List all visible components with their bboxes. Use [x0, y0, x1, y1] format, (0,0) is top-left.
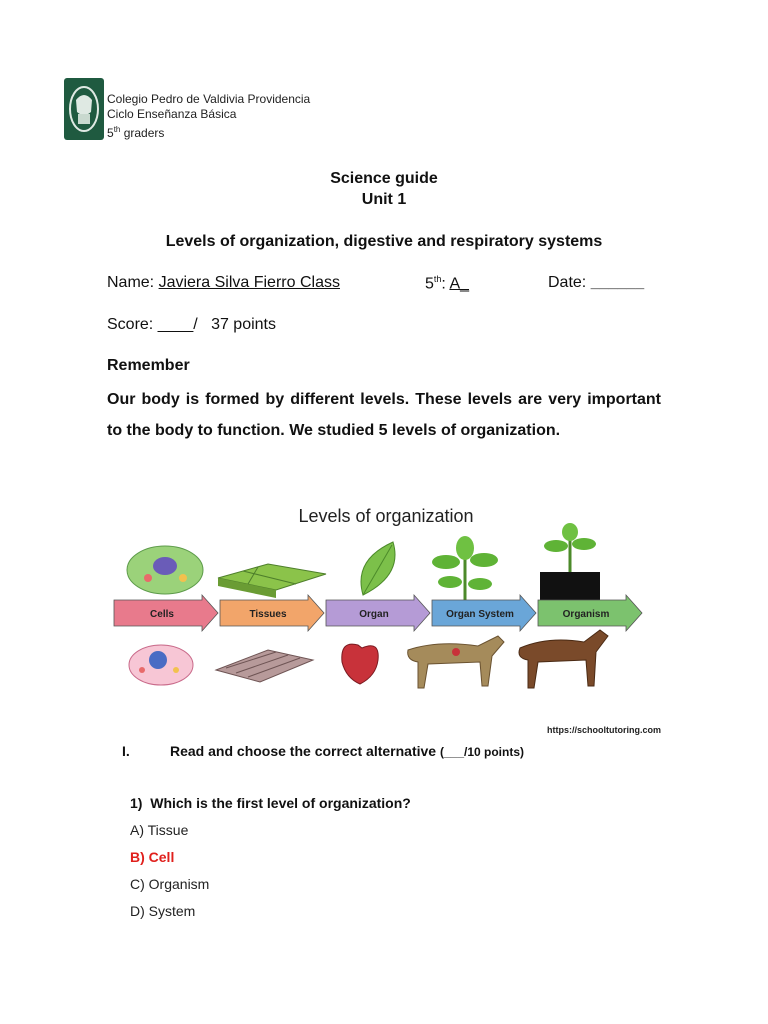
school-name: Colegio Pedro de Valdivia Providencia [107, 92, 311, 106]
class-value: A_ [449, 275, 470, 293]
class-sup: th [433, 274, 442, 284]
option-c[interactable]: C) Organism [130, 876, 210, 892]
level-label-organ-system: Organ System [446, 609, 514, 620]
option-d[interactable]: D) System [130, 903, 196, 919]
class-field [425, 274, 469, 293]
levels-arrow-row [114, 595, 642, 631]
name-label: Name: [107, 274, 155, 291]
section-number: I. [122, 743, 130, 759]
class-number: 5 [425, 275, 434, 293]
section-instruction [170, 743, 524, 759]
grade-sup: th [113, 125, 121, 134]
score-line: Score: ____/ 37 points [107, 316, 276, 333]
grade-number: 5 [107, 126, 114, 140]
levels-figure [108, 500, 664, 712]
animal-cell-illustration [129, 645, 193, 685]
level-label-cells: Cells [150, 609, 174, 620]
date-label: Date: [548, 274, 587, 291]
instruction-text: Read and choose the correct alternative [170, 743, 440, 759]
class-colon: : [441, 275, 446, 293]
page-subtitle: Levels of organization, digestive and respiratory systems [165, 233, 603, 250]
school-info [107, 92, 310, 141]
remember-paragraph: Our body is formed by different levels. These levels are very important to the body to function. We studied 5 levels of organization. [107, 391, 661, 439]
date-field [548, 274, 644, 292]
name-value: Javiera Silva Fierro Class [158, 274, 340, 291]
level-label-tissues: Tissues [249, 609, 287, 620]
figure-credit: https://schooltutoring.com [547, 725, 661, 735]
question-1-text: 1) Which is the first level of organization? [130, 795, 411, 811]
remember-heading: Remember [107, 357, 190, 374]
level-label-organ: Organ [359, 609, 389, 620]
figure-title: Levels of organization [298, 506, 474, 526]
page-title: Science guide [330, 170, 438, 187]
section-points: (___/10 points) [439, 745, 525, 759]
school-logo [64, 78, 104, 140]
unit-title: Unit 1 [361, 191, 407, 208]
school-cycle: Ciclo Enseñanza Básica [107, 107, 237, 121]
levels-figure-svg [108, 500, 664, 712]
cell-illustration [127, 546, 203, 594]
level-label-organism: Organism [562, 609, 610, 620]
option-a[interactable]: A) Tissue [130, 822, 189, 838]
name-field [107, 274, 340, 292]
option-b-correct[interactable]: B) Cell [130, 849, 175, 865]
school-grade [107, 122, 310, 141]
date-value: ______ [590, 274, 645, 291]
grade-word: graders [120, 126, 165, 140]
